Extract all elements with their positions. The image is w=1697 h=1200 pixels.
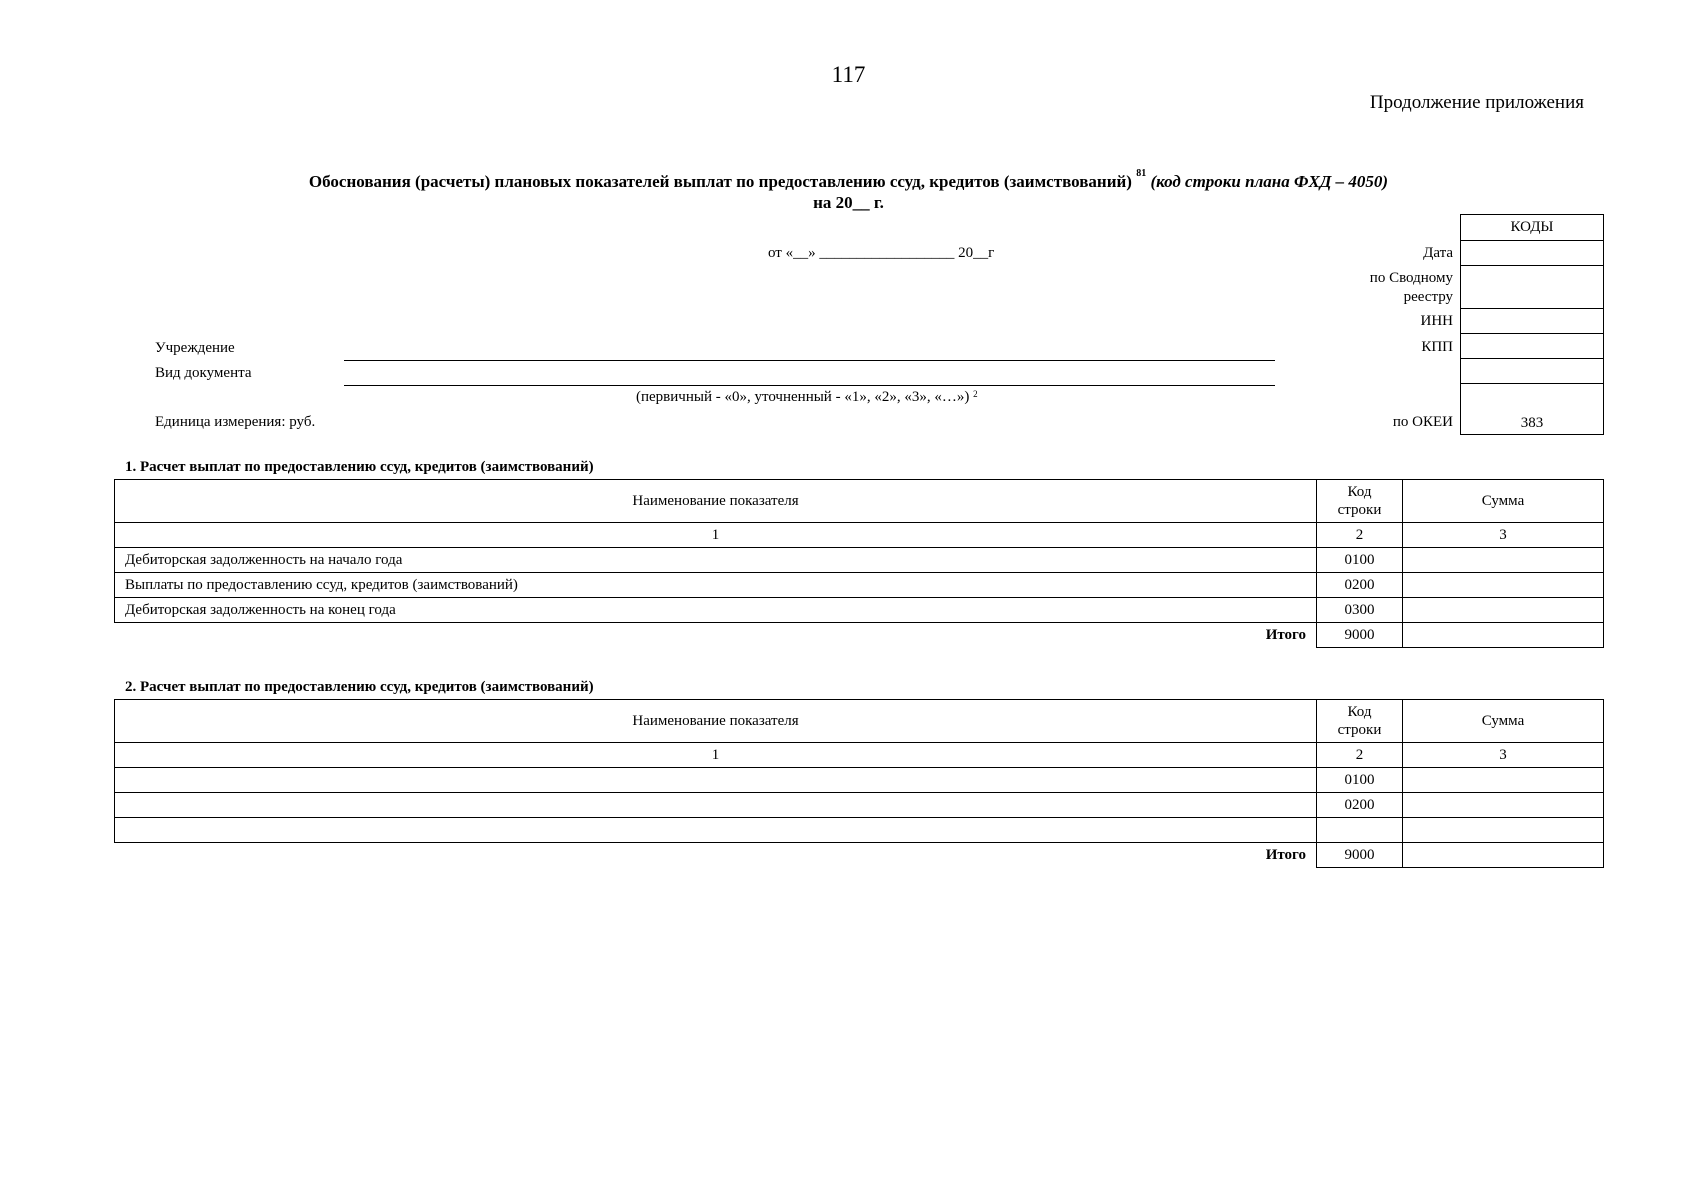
s2-row2-sum[interactable] bbox=[1403, 793, 1604, 818]
table-row bbox=[115, 818, 1604, 843]
document-subtitle: на 20__ г. bbox=[813, 193, 884, 212]
institution-field[interactable] bbox=[344, 360, 1275, 361]
table-row bbox=[115, 793, 1604, 818]
s1-row1-sum[interactable] bbox=[1403, 548, 1604, 573]
section1-table bbox=[114, 479, 1604, 648]
section2-title: 2. Расчет выплат по предоставлению ссуд, кредитов (заимствований) bbox=[125, 679, 594, 695]
codes-kpp-label: КПП bbox=[1421, 339, 1453, 355]
s2-header-code bbox=[1317, 700, 1403, 743]
s2-total-code: 9000 bbox=[1317, 843, 1403, 868]
codes-registry-label-2: реестру bbox=[1403, 289, 1453, 305]
s1-total-label: Итого bbox=[1265, 626, 1306, 643]
s1-header-code-2: строки bbox=[1337, 502, 1382, 518]
s1-header-name: Наименование показателя bbox=[115, 480, 1317, 523]
title-footnote: 81 bbox=[1136, 168, 1147, 179]
s2-total-label: Итого bbox=[1265, 846, 1306, 863]
s1-total-code: 9000 bbox=[1317, 623, 1403, 648]
title-code-note: (код строки плана ФХД – 4050) bbox=[1150, 172, 1389, 191]
s2-header-code-2: строки bbox=[1337, 722, 1382, 738]
s2-header-name: Наименование показателя bbox=[115, 700, 1317, 743]
s2-colnum-1: 1 bbox=[115, 743, 1317, 768]
doc-type-label: Вид документа bbox=[155, 365, 252, 381]
s2-colnum-3: 3 bbox=[1403, 743, 1604, 768]
s2-row1-code: 0100 bbox=[1317, 768, 1403, 793]
unit-label: Единица измерения: руб. bbox=[155, 414, 316, 430]
s2-row3-name[interactable] bbox=[115, 818, 1317, 843]
s2-row1-sum[interactable] bbox=[1403, 768, 1604, 793]
s1-row3-sum[interactable] bbox=[1403, 598, 1604, 623]
s2-header-sum: Сумма bbox=[1403, 700, 1604, 743]
s2-colnum-2: 2 bbox=[1317, 743, 1403, 768]
s2-row3-code bbox=[1317, 818, 1403, 843]
doc-type-hint-text: (первичный - «0», уточненный - «1», «2», «3», «…») bbox=[636, 389, 970, 405]
s1-colnum-2: 2 bbox=[1317, 523, 1403, 548]
s1-colnum-1: 1 bbox=[115, 523, 1317, 548]
s2-header-code-1: Код bbox=[1347, 704, 1372, 720]
institution-label: Учреждение bbox=[155, 340, 235, 356]
codes-registry-cell[interactable] bbox=[1461, 266, 1604, 309]
codes-date-cell[interactable] bbox=[1461, 241, 1604, 266]
s1-row3-name: Дебиторская задолженность на конец года bbox=[115, 598, 1317, 623]
table-row bbox=[115, 598, 1604, 623]
s2-total-sum[interactable] bbox=[1403, 843, 1604, 868]
codes-header: КОДЫ bbox=[1461, 215, 1604, 241]
doc-type-hint-footnote: 2 bbox=[973, 389, 978, 399]
date-line: от «__» __________________ 20__г bbox=[768, 245, 995, 261]
codes-inn-label: ИНН bbox=[1420, 313, 1453, 329]
codes-table bbox=[1460, 214, 1604, 435]
s1-row2-code: 0200 bbox=[1317, 573, 1403, 598]
s2-row2-name[interactable] bbox=[115, 793, 1317, 818]
section1-title: 1. Расчет выплат по предоставлению ссуд, кредитов (заимствований) bbox=[125, 459, 594, 475]
s2-row1-name[interactable] bbox=[115, 768, 1317, 793]
page-number: 117 bbox=[831, 62, 866, 87]
s1-row2-sum[interactable] bbox=[1403, 573, 1604, 598]
s1-row2-name: Выплаты по предоставлению ссуд, кредитов (заимствований) bbox=[115, 573, 1317, 598]
s1-row1-code: 0100 bbox=[1317, 548, 1403, 573]
s1-row1-name: Дебиторская задолженность на начало года bbox=[115, 548, 1317, 573]
codes-date-label: Дата bbox=[1423, 245, 1453, 261]
table-row bbox=[115, 548, 1604, 573]
codes-okei-label: по ОКЕИ bbox=[1392, 414, 1453, 430]
title-main: Обоснования (расчеты) плановых показателей выплат по предоставлению ссуд, кредитов (заимствований) bbox=[308, 172, 1132, 191]
doc-type-hint bbox=[636, 389, 978, 406]
codes-inn-cell[interactable] bbox=[1461, 309, 1604, 334]
codes-registry-label-1: по Сводному bbox=[1369, 270, 1453, 286]
s1-header-code bbox=[1317, 480, 1403, 523]
continuation-label: Продолжение приложения bbox=[1369, 92, 1584, 113]
s2-row3-sum[interactable] bbox=[1403, 818, 1604, 843]
s1-row3-code: 0300 bbox=[1317, 598, 1403, 623]
section2-table bbox=[114, 699, 1604, 868]
table-row bbox=[115, 573, 1604, 598]
s1-colnum-3: 3 bbox=[1403, 523, 1604, 548]
s1-total-sum[interactable] bbox=[1403, 623, 1604, 648]
s2-row2-code: 0200 bbox=[1317, 793, 1403, 818]
doc-type-field[interactable] bbox=[344, 385, 1275, 386]
codes-doctype-cell[interactable] bbox=[1461, 359, 1604, 384]
table-row bbox=[115, 768, 1604, 793]
document-title bbox=[0, 168, 1697, 192]
codes-okei-cell: 383 bbox=[1461, 384, 1604, 435]
s1-header-sum: Сумма bbox=[1403, 480, 1604, 523]
codes-kpp-cell[interactable] bbox=[1461, 334, 1604, 359]
s1-header-code-1: Код bbox=[1347, 484, 1372, 500]
